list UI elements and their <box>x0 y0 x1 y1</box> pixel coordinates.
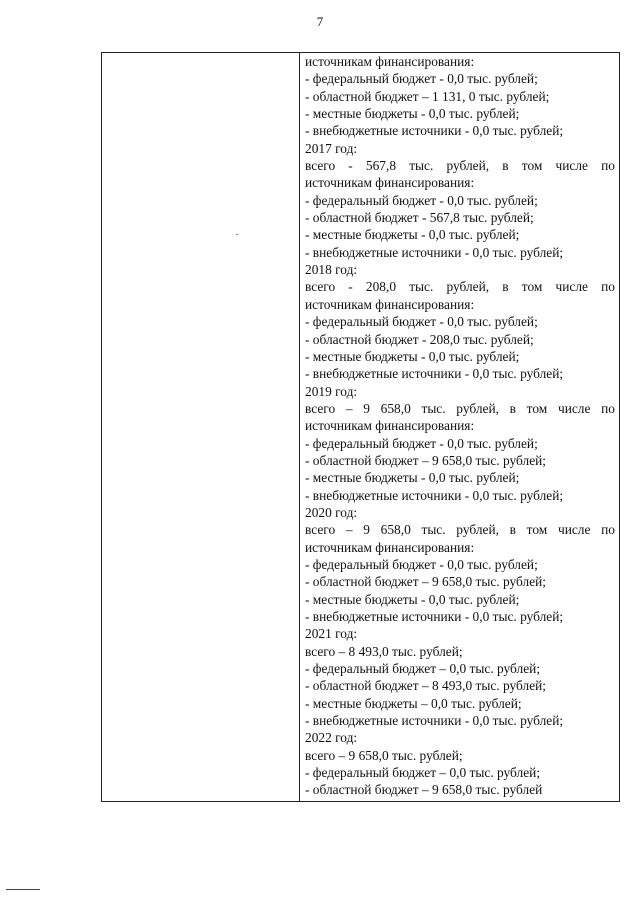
scan-artifact-dot <box>236 234 238 235</box>
footer-rule <box>6 889 40 890</box>
text-line: - областной бюджет – 8 493,0 тыс. рублей; <box>305 678 547 694</box>
page-number: 7 <box>316 14 324 29</box>
text-line: - внебюджетные источники - 0,0 тыс. рублей; <box>305 244 564 260</box>
text-line: - федеральный бюджет – 0,0 тыс. рублей; <box>305 765 541 781</box>
text-line: всего – 9 658,0 тыс. рублей; <box>305 747 463 763</box>
text-line: источникам финансирования: <box>305 539 475 555</box>
text-line: - федеральный бюджет - 0,0 тыс. рублей; <box>305 314 538 330</box>
text-line: - федеральный бюджет - 0,0 тыс. рублей; <box>305 435 538 451</box>
text-line: всего – 9 658,0 тыс. рублей, в том числе по <box>305 400 615 416</box>
text-line: - областной бюджет – 9 658,0 тыс. рублей; <box>305 574 547 590</box>
table-left-cell <box>102 53 300 801</box>
text-line: - внебюджетные источники - 0,0 тыс. рублей; <box>305 366 564 382</box>
text-line: - местные бюджеты - 0,0 тыс. рублей; <box>305 106 520 122</box>
table-right-cell <box>300 53 619 801</box>
text-line: источникам финансирования: <box>305 418 475 434</box>
text-line: - внебюджетные источники - 0,0 тыс. рублей; <box>305 487 564 503</box>
text-line: - местные бюджеты - 0,0 тыс. рублей; <box>305 348 520 364</box>
text-line: 2018 год: <box>305 262 358 278</box>
text-line: - федеральный бюджет – 0,0 тыс. рублей; <box>305 661 541 677</box>
text-line: - областной бюджет – 1 131, 0 тыс. рублей; <box>305 88 550 104</box>
text-line: - федеральный бюджет - 0,0 тыс. рублей; <box>305 71 538 87</box>
text-line: - местные бюджеты - 0,0 тыс. рублей; <box>305 470 520 486</box>
text-line: - областной бюджет – 9 658,0 тыс. рублей; <box>305 452 547 468</box>
text-line: - областной бюджет - 567,8 тыс. рублей; <box>305 210 534 226</box>
text-line: всего – 8 493,0 тыс. рублей; <box>305 643 463 659</box>
text-line: источникам финансирования: <box>305 296 475 312</box>
text-line: всего - 567,8 тыс. рублей, в том числе по <box>305 158 615 174</box>
text-line: - местные бюджеты - 0,0 тыс. рублей; <box>305 227 520 243</box>
text-line: источникам финансирования: <box>305 175 475 191</box>
text-line: - областной бюджет - 208,0 тыс. рублей; <box>305 331 534 347</box>
text-line: 2022 год: <box>305 730 358 746</box>
text-line: - федеральный бюджет - 0,0 тыс. рублей; <box>305 192 538 208</box>
text-line: - местные бюджеты – 0,0 тыс. рублей; <box>305 695 522 711</box>
text-line: 2017 год: <box>305 140 358 156</box>
text-line: 2021 год: <box>305 626 358 642</box>
text-line: - областной бюджет – 9 658,0 тыс. рублей <box>305 782 543 798</box>
text-line: - федеральный бюджет - 0,0 тыс. рублей; <box>305 556 538 572</box>
text-line: источникам финансирования: <box>305 54 475 69</box>
text-line: всего - 208,0 тыс. рублей, в том числе по <box>305 279 615 295</box>
text-line: всего – 9 658,0 тыс. рублей, в том числе по <box>305 522 615 538</box>
text-line: - местные бюджеты - 0,0 тыс. рублей; <box>305 591 520 607</box>
text-line: - внебюджетные источники - 0,0 тыс. рублей; <box>305 609 564 624</box>
text-line: - внебюджетные источники - 0,0 тыс. рублей; <box>305 123 564 139</box>
financing-table <box>101 52 620 802</box>
text-line: 2019 год: <box>305 383 358 399</box>
text-line: - внебюджетные источники - 0,0 тыс. рублей; <box>305 713 564 729</box>
text-line: 2020 год: <box>305 504 358 520</box>
